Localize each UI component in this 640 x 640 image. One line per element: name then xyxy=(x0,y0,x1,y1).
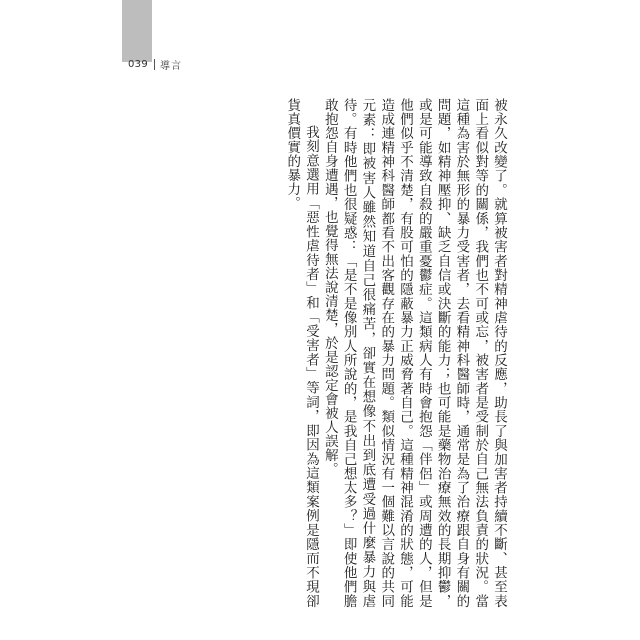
page-number: 039 xyxy=(128,58,148,70)
body-text xyxy=(224,98,508,608)
chapter-title: 導言 xyxy=(160,60,182,72)
page-edge-tab xyxy=(122,0,152,62)
header-divider xyxy=(154,59,155,70)
running-header xyxy=(128,56,182,72)
paragraph-1: 被永久改變了。就算被害者對精神虐待的反應，助長了與加害者持續不斷、甚至表面上看似對等的關係，我們也不可或忘，被害者是受制於自己無法負責的狀況。當這種為害於無形的暴力受害者，去看精神科醫師時，通常是為了治療跟自身有關的問題，如精神壓抑、缺乏自信或決斷的能力；也可能是藥物治療無效的長期抑鬱，或是可能導致自殺的嚴重憂鬱症。這類病人有時會抱怨「伴侶」或周遭的人，但是他們似乎不清楚，有股可怕的隱蔽暴力正威脅著自己。這種精神混淆的狀態，可能造成連精神科醫師都看不出客觀存在的暴力問題。類似情況有一個難以言說的共同元素：即被害人雖然知道自己很痛苦，卻實在想像不出到底遭受過什麼暴力與虐待。有時他們也很疑惑：「是不是像別人所說的，是我自己想太多？」即使他們膽敢抱怨自身遭遇，也覺得無法說清楚，於是認定會被人誤解。 xyxy=(321,98,507,608)
paragraph-2: 我刻意選用「惡性虐待者」和「受害者」等詞，即因為這類案例是隱而不現卻貨真價實的暴力。 xyxy=(284,98,320,608)
